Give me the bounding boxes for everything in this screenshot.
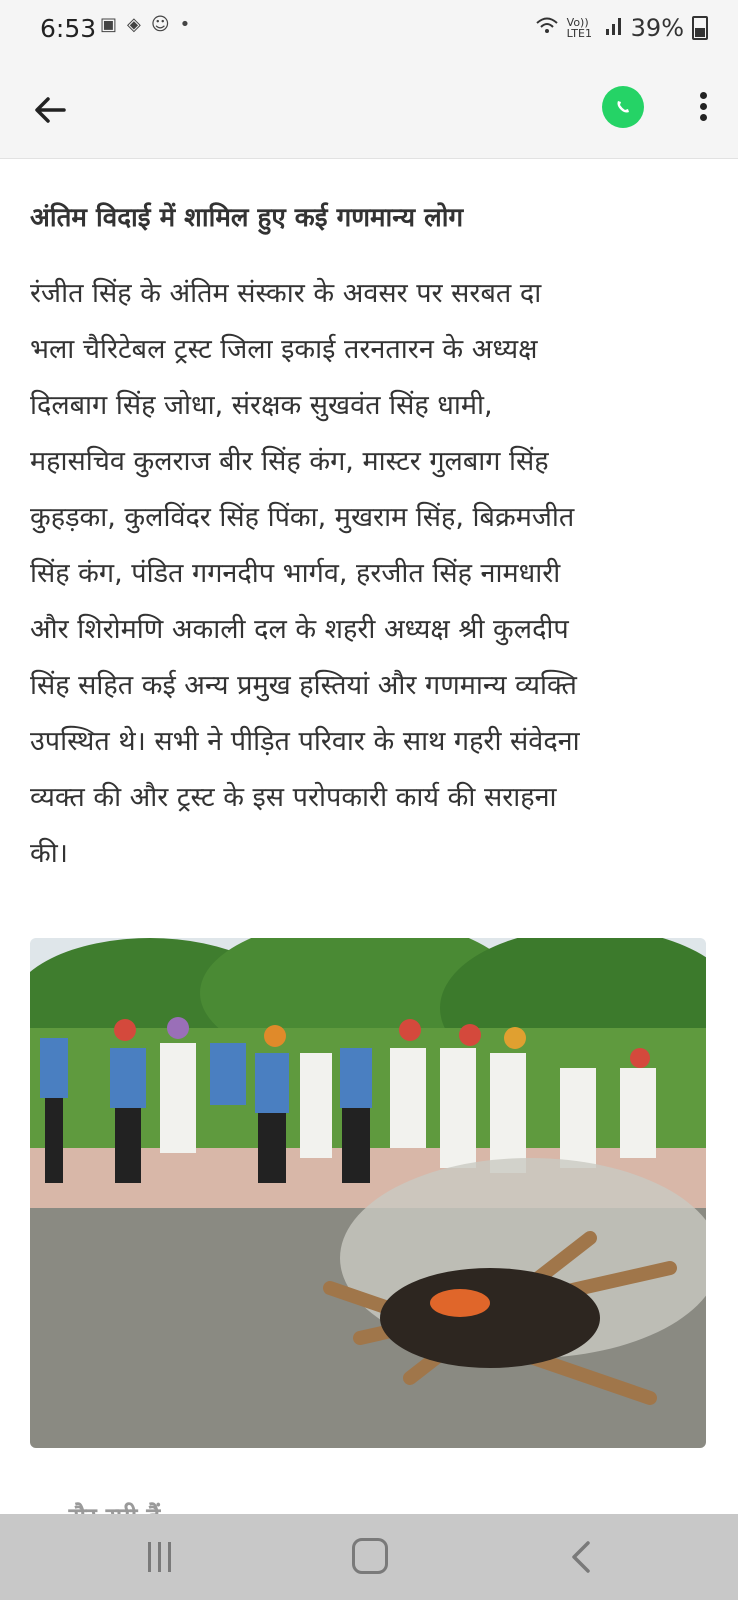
notification-icons [100, 14, 190, 35]
paragraph-line: सिंह कंग, पंडित गगनदीप भार्गव, हरजीत सिंह नामधारी [30, 557, 561, 589]
tiger-app-icon: ◈ [127, 14, 141, 35]
paragraph-line: उपस्थित थे। सभी ने पीड़ित परिवार के साथ गहरी संवेदना [30, 725, 580, 757]
wifi-icon [535, 14, 559, 42]
article [30, 160, 710, 882]
news-app-icon: ▣ [100, 14, 118, 35]
more-vert-icon[interactable] [688, 88, 718, 130]
snapchat-icon: ☺ [150, 14, 170, 35]
article-subheading: अंतिम विदाई में शामिल हुए कई गणमान्य लोग [30, 203, 464, 233]
status-time: 6:53 [40, 14, 97, 43]
more-notifications-icon: • [179, 14, 191, 35]
paragraph-line: भला चैरिटेबल ट्रस्ट जिला इकाई तरनतारन के अध्यक्ष [30, 333, 538, 365]
signal-icon [605, 14, 623, 42]
paragraph-line: की। [30, 837, 68, 869]
recents-icon[interactable] [148, 1542, 180, 1572]
status-bar [0, 0, 738, 62]
home-icon[interactable] [352, 1538, 388, 1574]
article-photo[interactable] [30, 938, 706, 1448]
whatsapp-icon[interactable] [602, 86, 644, 128]
paragraph-line: व्यक्त की और ट्रस्ट के इस परोपकारी कार्य की सराहना [30, 781, 557, 813]
battery-percent: 39% [630, 14, 684, 42]
paragraph-line: कुहड़का, कुलविंदर सिंह पिंका, मुखराम सिंह, बिक्रमजीत [30, 501, 575, 533]
paragraph-line: महासचिव कुलराज बीर सिंह कंग, मास्टर गुलबाग सिंह [30, 445, 549, 477]
app-bar [0, 62, 738, 159]
back-arrow-icon[interactable] [30, 90, 70, 130]
article-paragraph [30, 266, 710, 882]
paragraph-line: दिलबाग सिंह जोधा, संरक्षक सुखवंत सिंह धामी, [30, 389, 493, 421]
paragraph-line: और शिरोमणि अकाली दल के शहरी अध्यक्ष श्री कुलदीप [30, 613, 569, 645]
network-label: Vo)) LTE1 [566, 16, 592, 40]
status-right [535, 14, 708, 42]
system-nav-bar [0, 1514, 738, 1600]
battery-icon [692, 16, 708, 40]
nav-back-icon[interactable] [566, 1540, 596, 1574]
paragraph-line: रंजीत सिंह के अंतिम संस्कार के अवसर पर सरबत दा [30, 277, 542, 309]
paragraph-line: सिंह सहित कई अन्य प्रमुख हस्तियां और गणमान्य व्यक्ति [30, 669, 577, 701]
